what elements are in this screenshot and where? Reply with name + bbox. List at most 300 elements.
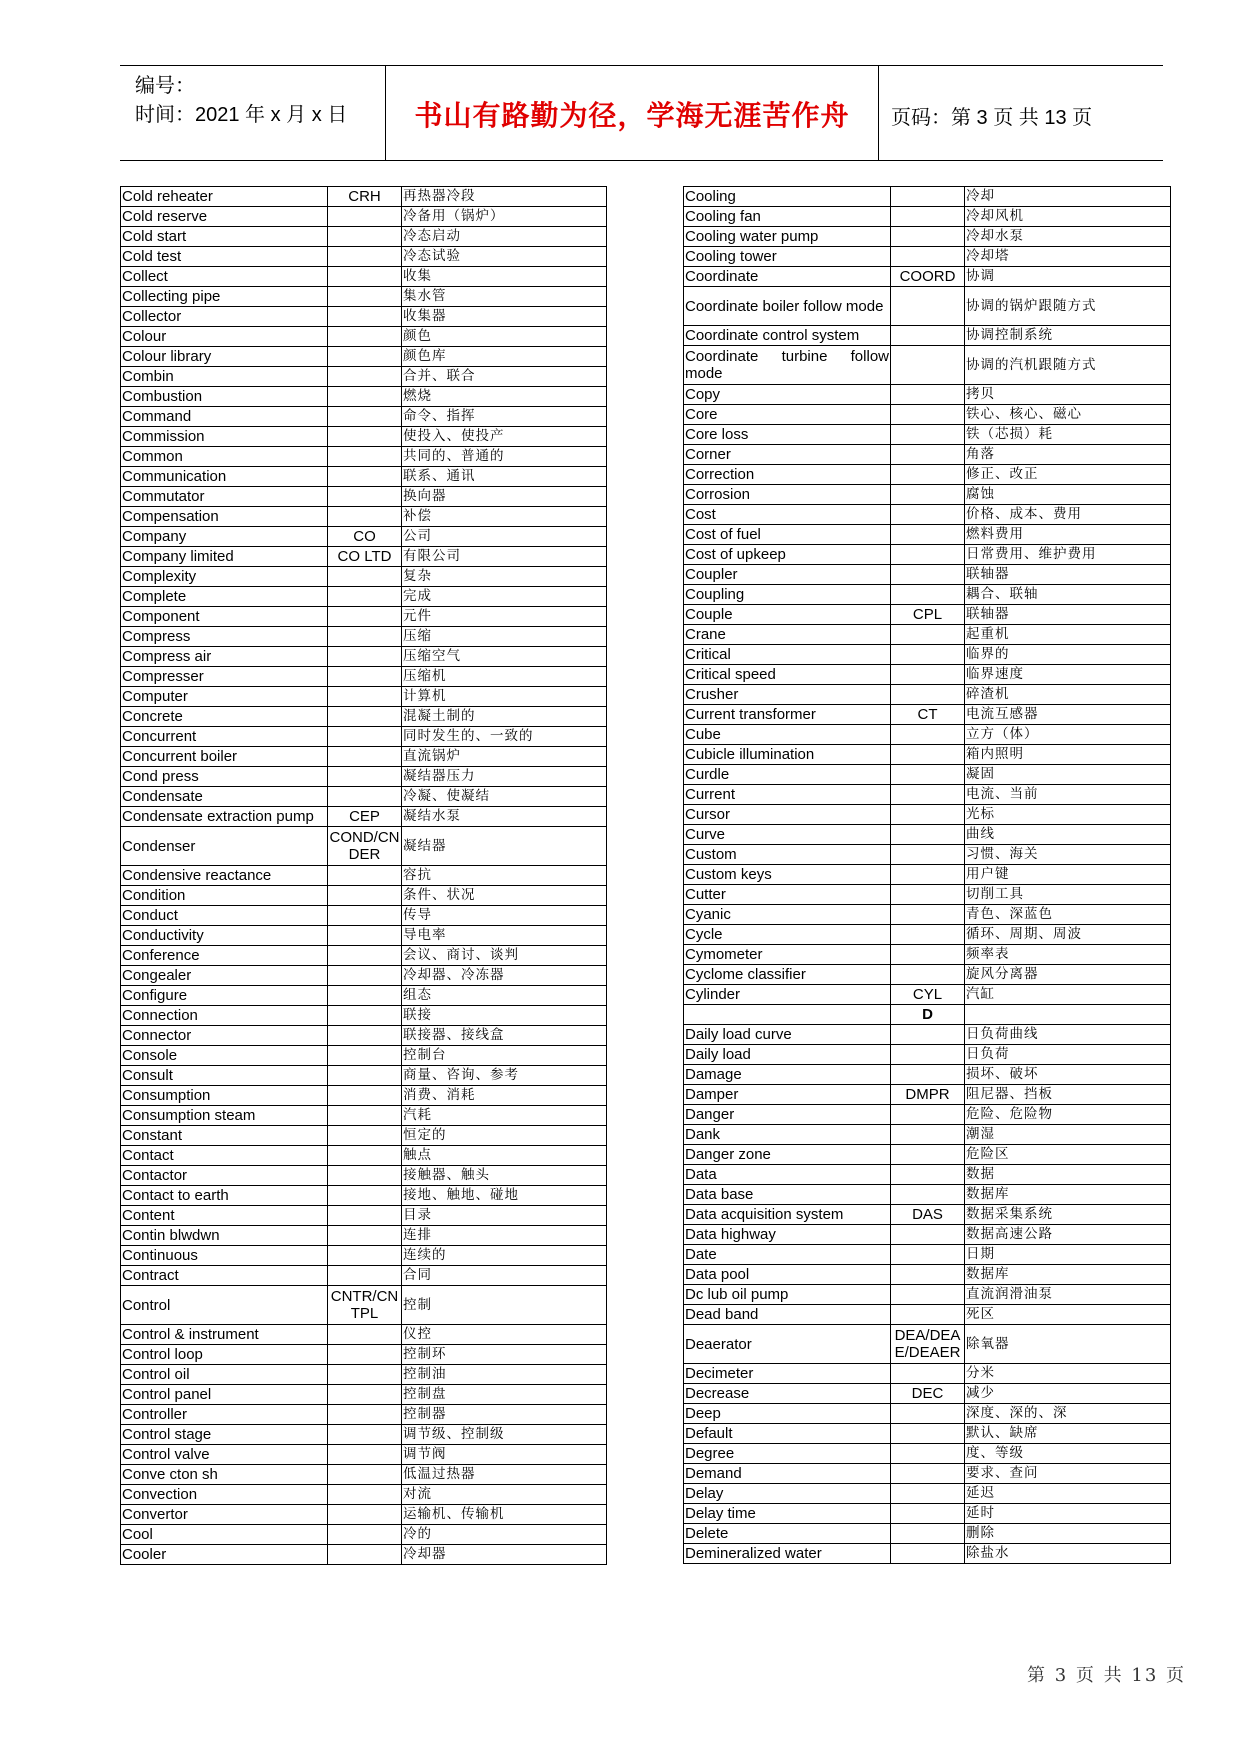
- translation-cell: 除盐水: [965, 1544, 1171, 1564]
- translation-cell: 混凝土制的: [402, 707, 607, 727]
- term-cell: Congealer: [121, 966, 328, 986]
- table-row: [684, 1245, 1171, 1265]
- table-row: [121, 1206, 607, 1226]
- abbreviation-cell: [328, 227, 402, 247]
- abbreviation-cell: [891, 1524, 965, 1544]
- table-row: [684, 465, 1171, 485]
- term-cell: Damage: [684, 1065, 891, 1085]
- term-cell: Control panel: [121, 1385, 328, 1405]
- abbreviation-cell: [328, 1066, 402, 1086]
- abbreviation-cell: [891, 805, 965, 825]
- abbreviation-cell: DEA/DEAE/DEAER: [891, 1325, 965, 1364]
- abbreviation-cell: [328, 1465, 402, 1485]
- abbreviation-cell: [328, 507, 402, 527]
- glossary-table-left: [120, 186, 607, 1565]
- abbreviation-cell: COND/CNDER: [328, 827, 402, 866]
- abbreviation-cell: [891, 465, 965, 485]
- term-cell: Deaerator: [684, 1325, 891, 1364]
- abbreviation-cell: [891, 545, 965, 565]
- translation-cell: 角落: [965, 445, 1171, 465]
- translation-cell: 默认、缺席: [965, 1424, 1171, 1444]
- abbreviation-cell: [328, 627, 402, 647]
- translation-cell: 联轴器: [965, 605, 1171, 625]
- term-cell: Data base: [684, 1185, 891, 1205]
- term-cell: Curdle: [684, 765, 891, 785]
- translation-cell: 价格、成本、费用: [965, 505, 1171, 525]
- translation-cell: 会议、商讨、谈判: [402, 946, 607, 966]
- abbreviation-cell: [891, 346, 965, 385]
- abbreviation-cell: [891, 1504, 965, 1524]
- translation-cell: 拷贝: [965, 385, 1171, 405]
- term-cell: Compensation: [121, 507, 328, 527]
- abbreviation-cell: [328, 966, 402, 986]
- term-cell: Cool: [121, 1525, 328, 1545]
- abbreviation-cell: [328, 787, 402, 807]
- table-row: [121, 547, 607, 567]
- translation-cell: 组态: [402, 986, 607, 1006]
- translation-cell: 再热器冷段: [402, 187, 607, 207]
- table-row: [684, 785, 1171, 805]
- table-row: [121, 447, 607, 467]
- translation-cell: 日负荷曲线: [965, 1025, 1171, 1045]
- translation-cell: 冷却: [965, 187, 1171, 207]
- term-cell: Control valve: [121, 1445, 328, 1465]
- abbreviation-cell: [891, 227, 965, 247]
- term-cell: Cubicle illumination: [684, 745, 891, 765]
- abbreviation-cell: [328, 1345, 402, 1365]
- term-cell: Danger: [684, 1105, 891, 1125]
- translation-cell: 冷备用（锅炉）: [402, 207, 607, 227]
- translation-cell: 联接器、接线盒: [402, 1026, 607, 1046]
- term-cell: Company limited: [121, 547, 328, 567]
- translation-cell: 阻尼器、挡板: [965, 1085, 1171, 1105]
- term-cell: Daily load: [684, 1045, 891, 1065]
- translation-cell: 腐蚀: [965, 485, 1171, 505]
- term-cell: Collect: [121, 267, 328, 287]
- table-row: [121, 787, 607, 807]
- abbreviation-cell: [328, 1525, 402, 1545]
- abbreviation-cell: [891, 326, 965, 346]
- translation-cell: 控制器: [402, 1405, 607, 1425]
- abbreviation-cell: [891, 1145, 965, 1165]
- abbreviation-cell: [328, 687, 402, 707]
- table-row: [121, 1186, 607, 1206]
- table-row: [121, 926, 607, 946]
- table-row: [684, 945, 1171, 965]
- term-cell: Demand: [684, 1464, 891, 1484]
- translation-cell: 冷却塔: [965, 247, 1171, 267]
- term-cell: Custom keys: [684, 865, 891, 885]
- abbreviation-cell: [891, 865, 965, 885]
- translation-cell: 日常费用、维护费用: [965, 545, 1171, 565]
- abbreviation-cell: [891, 765, 965, 785]
- translation-cell: 颜色库: [402, 347, 607, 367]
- abbreviation-cell: [328, 567, 402, 587]
- table-row: [121, 866, 607, 886]
- table-row: [121, 267, 607, 287]
- table-row: [121, 1166, 607, 1186]
- term-cell: Control oil: [121, 1365, 328, 1385]
- translation-cell: 直流锅炉: [402, 747, 607, 767]
- term-cell: Combin: [121, 367, 328, 387]
- term-cell: Condensate extraction pump: [121, 807, 328, 827]
- abbreviation-cell: [328, 1505, 402, 1525]
- translation-cell: 连续的: [402, 1246, 607, 1266]
- abbreviation-cell: [891, 247, 965, 267]
- table-row: [684, 1305, 1171, 1325]
- table-row: [684, 1464, 1171, 1484]
- translation-cell: 冷凝、使凝结: [402, 787, 607, 807]
- abbreviation-cell: [891, 685, 965, 705]
- table-row: [684, 1145, 1171, 1165]
- term-cell: Command: [121, 407, 328, 427]
- table-row: [684, 227, 1171, 247]
- table-row: [684, 685, 1171, 705]
- term-cell: Critical speed: [684, 665, 891, 685]
- table-row: [121, 307, 607, 327]
- abbreviation-cell: [328, 1006, 402, 1026]
- table-row: [684, 1444, 1171, 1464]
- translation-cell: 燃料费用: [965, 525, 1171, 545]
- table-row: [684, 485, 1171, 505]
- table-row: [121, 647, 607, 667]
- translation-cell: 协调: [965, 267, 1171, 287]
- term-cell: Contactor: [121, 1166, 328, 1186]
- table-row: [684, 805, 1171, 825]
- abbreviation-cell: [891, 1105, 965, 1125]
- translation-cell: 仪控: [402, 1325, 607, 1345]
- abbreviation-cell: [328, 727, 402, 747]
- translation-cell: 协调的锅炉跟随方式: [965, 287, 1171, 326]
- translation-cell: 收集器: [402, 307, 607, 327]
- table-row: [684, 825, 1171, 845]
- table-row: [684, 925, 1171, 945]
- translation-cell: 联轴器: [965, 565, 1171, 585]
- table-row: [121, 1126, 607, 1146]
- translation-cell: 共同的、普通的: [402, 447, 607, 467]
- translation-cell: 冷态启动: [402, 227, 607, 247]
- term-cell: Coupling: [684, 585, 891, 605]
- table-row: [121, 966, 607, 986]
- term-cell: Default: [684, 1424, 891, 1444]
- abbreviation-cell: DAS: [891, 1205, 965, 1225]
- translation-cell: 切削工具: [965, 885, 1171, 905]
- table-row: [121, 227, 607, 247]
- table-row: [684, 385, 1171, 405]
- abbreviation-cell: [891, 385, 965, 405]
- abbreviation-cell: [328, 866, 402, 886]
- term-cell: Decimeter: [684, 1364, 891, 1384]
- translation-cell: 修正、改正: [965, 465, 1171, 485]
- table-row: [684, 1165, 1171, 1185]
- translation-cell: 协调的汽机跟随方式: [965, 346, 1171, 385]
- term-cell: Coupler: [684, 565, 891, 585]
- time-label: 时间：2021 年 x 月 x 日: [135, 104, 348, 126]
- abbreviation-cell: [891, 207, 965, 227]
- abbreviation-cell: [328, 407, 402, 427]
- table-row: [121, 427, 607, 447]
- table-row: [684, 865, 1171, 885]
- term-cell: Condenser: [121, 827, 328, 866]
- translation-cell: 复杂: [402, 567, 607, 587]
- table-row: [684, 1325, 1171, 1364]
- abbreviation-cell: [328, 287, 402, 307]
- glossary-table-right: [683, 186, 1171, 1564]
- term-cell: Cond press: [121, 767, 328, 787]
- translation-cell: 习惯、海关: [965, 845, 1171, 865]
- translation-cell: 延时: [965, 1504, 1171, 1524]
- abbreviation-cell: [891, 525, 965, 545]
- term-cell: Current: [684, 785, 891, 805]
- abbreviation-cell: [891, 625, 965, 645]
- translation-cell: 减少: [965, 1384, 1171, 1404]
- translation-cell: 协调控制系统: [965, 326, 1171, 346]
- abbreviation-cell: [328, 707, 402, 727]
- abbreviation-cell: [891, 1544, 965, 1564]
- abbreviation-cell: DMPR: [891, 1085, 965, 1105]
- abbreviation-cell: [328, 267, 402, 287]
- table-row: [684, 565, 1171, 585]
- abbreviation-cell: [891, 1464, 965, 1484]
- term-cell: Constant: [121, 1126, 328, 1146]
- term-cell: Critical: [684, 645, 891, 665]
- translation-cell: 控制: [402, 1286, 607, 1325]
- table-row: [684, 207, 1171, 227]
- table-row: [121, 1106, 607, 1126]
- translation-cell: 电流互感器: [965, 705, 1171, 725]
- abbreviation-cell: [328, 1166, 402, 1186]
- term-cell: Date: [684, 1245, 891, 1265]
- table-row: [121, 1465, 607, 1485]
- abbreviation-cell: CT: [891, 705, 965, 725]
- translation-cell: 冷却风机: [965, 207, 1171, 227]
- translation-cell: 有限公司: [402, 547, 607, 567]
- abbreviation-cell: [891, 1404, 965, 1424]
- table-row: [684, 187, 1171, 207]
- translation-cell: 除氧器: [965, 1325, 1171, 1364]
- table-row: [684, 745, 1171, 765]
- abbreviation-cell: [328, 387, 402, 407]
- term-cell: Cold test: [121, 247, 328, 267]
- term-cell: Connection: [121, 1006, 328, 1026]
- table-row: [684, 1025, 1171, 1045]
- translation-cell: 调节阀: [402, 1445, 607, 1465]
- term-cell: Commutator: [121, 487, 328, 507]
- table-row: [121, 986, 607, 1006]
- abbreviation-cell: [891, 187, 965, 207]
- section-letter: D: [891, 1005, 965, 1025]
- table-row: [121, 507, 607, 527]
- term-cell: Console: [121, 1046, 328, 1066]
- translation-cell: 汽缸: [965, 985, 1171, 1005]
- abbreviation-cell: [328, 946, 402, 966]
- translation-cell: 汽耗: [402, 1106, 607, 1126]
- term-cell: Cooler: [121, 1545, 328, 1565]
- term-cell: Conductivity: [121, 926, 328, 946]
- table-row: [121, 1385, 607, 1405]
- abbreviation-cell: [328, 367, 402, 387]
- translation-cell: 使投入、使投产: [402, 427, 607, 447]
- term-cell: Data pool: [684, 1265, 891, 1285]
- table-row: [121, 1485, 607, 1505]
- term-cell: Cube: [684, 725, 891, 745]
- abbreviation-cell: [891, 1225, 965, 1245]
- translation-cell: 冷的: [402, 1525, 607, 1545]
- abbreviation-cell: [328, 427, 402, 447]
- table-row: [121, 1246, 607, 1266]
- abbreviation-cell: [891, 1305, 965, 1325]
- term-cell: Colour library: [121, 347, 328, 367]
- abbreviation-cell: [891, 745, 965, 765]
- translation-cell: [965, 1005, 1171, 1025]
- abbreviation-cell: [891, 1025, 965, 1045]
- term-cell: Contract: [121, 1266, 328, 1286]
- abbreviation-cell: [328, 1086, 402, 1106]
- translation-cell: 数据采集系统: [965, 1205, 1171, 1225]
- term-cell: Cyanic: [684, 905, 891, 925]
- term-cell: Cycle: [684, 925, 891, 945]
- term-cell: Compresser: [121, 667, 328, 687]
- abbreviation-cell: [328, 1325, 402, 1345]
- table-row: [121, 1046, 607, 1066]
- table-row: [121, 607, 607, 627]
- term-cell: Complexity: [121, 567, 328, 587]
- table-row: [121, 767, 607, 787]
- term-cell: Complete: [121, 587, 328, 607]
- term-cell: Cold reserve: [121, 207, 328, 227]
- term-cell: Custom: [684, 845, 891, 865]
- term-cell: Cyclome classifier: [684, 965, 891, 985]
- abbreviation-cell: [328, 1385, 402, 1405]
- translation-cell: 容抗: [402, 866, 607, 886]
- translation-cell: 低温过热器: [402, 1465, 607, 1485]
- abbreviation-cell: [328, 247, 402, 267]
- translation-cell: 用户键: [965, 865, 1171, 885]
- abbreviation-cell: [328, 447, 402, 467]
- translation-cell: 接地、触地、碰地: [402, 1186, 607, 1206]
- translation-cell: 临界速度: [965, 665, 1171, 685]
- table-row: [684, 445, 1171, 465]
- term-cell: Deep: [684, 1404, 891, 1424]
- abbreviation-cell: [891, 1125, 965, 1145]
- term-cell: Collector: [121, 307, 328, 327]
- term-cell: Coordinate control system: [684, 326, 891, 346]
- translation-cell: 联接: [402, 1006, 607, 1026]
- term-cell: Content: [121, 1206, 328, 1226]
- term-cell: Controller: [121, 1405, 328, 1425]
- number-label: 编号：: [135, 75, 195, 97]
- table-row: [121, 946, 607, 966]
- abbreviation-cell: [891, 1165, 965, 1185]
- translation-cell: 合同: [402, 1266, 607, 1286]
- term-cell: Compress air: [121, 647, 328, 667]
- header-motto-cell: [385, 66, 879, 160]
- table-row: [684, 1105, 1171, 1125]
- term-cell: Consumption steam: [121, 1106, 328, 1126]
- translation-cell: 调节级、控制级: [402, 1425, 607, 1445]
- table-row: [121, 247, 607, 267]
- term-cell: Condensate: [121, 787, 328, 807]
- translation-cell: 冷态试验: [402, 247, 607, 267]
- table-row: [684, 705, 1171, 725]
- term-cell: Corrosion: [684, 485, 891, 505]
- term-cell: Couple: [684, 605, 891, 625]
- abbreviation-cell: [891, 1444, 965, 1464]
- table-row: [684, 605, 1171, 625]
- table-row: [684, 985, 1171, 1005]
- table-row: [121, 1405, 607, 1425]
- abbreviation-cell: [891, 1265, 965, 1285]
- abbreviation-cell: [891, 885, 965, 905]
- table-row: [684, 287, 1171, 326]
- term-cell: Danger zone: [684, 1145, 891, 1165]
- table-row: [684, 1424, 1171, 1444]
- term-cell: Contin blwdwn: [121, 1226, 328, 1246]
- term-cell: Cost: [684, 505, 891, 525]
- table-row: [684, 885, 1171, 905]
- table-row: [121, 1266, 607, 1286]
- table-row: [684, 645, 1171, 665]
- table-row: [121, 807, 607, 827]
- term-cell: Common: [121, 447, 328, 467]
- abbreviation-cell: [328, 1046, 402, 1066]
- translation-cell: 循环、周期、周波: [965, 925, 1171, 945]
- abbreviation-cell: [891, 1245, 965, 1265]
- table-row: [121, 707, 607, 727]
- translation-cell: 元件: [402, 607, 607, 627]
- translation-cell: 冷却器、冷冻器: [402, 966, 607, 986]
- abbreviation-cell: [328, 1545, 402, 1565]
- translation-cell: 目录: [402, 1206, 607, 1226]
- term-cell: Communication: [121, 467, 328, 487]
- term-cell: Control loop: [121, 1345, 328, 1365]
- term-cell: Cooling fan: [684, 207, 891, 227]
- abbreviation-cell: [328, 1365, 402, 1385]
- abbreviation-cell: [891, 725, 965, 745]
- term-cell: Coordinate boiler follow mode: [684, 287, 891, 326]
- term-cell: Dc lub oil pump: [684, 1285, 891, 1305]
- abbreviation-cell: DEC: [891, 1384, 965, 1404]
- translation-cell: 深度、深的、深: [965, 1404, 1171, 1424]
- table-row: [684, 326, 1171, 346]
- term-cell: Coordinate turbine follow mode: [684, 346, 891, 385]
- table-row: [684, 1125, 1171, 1145]
- table-row: [121, 1445, 607, 1465]
- term-cell: Demineralized water: [684, 1544, 891, 1564]
- term-cell: Damper: [684, 1085, 891, 1105]
- translation-cell: 箱内照明: [965, 745, 1171, 765]
- term-cell: Correction: [684, 465, 891, 485]
- table-row: [121, 567, 607, 587]
- table-row: [684, 965, 1171, 985]
- abbreviation-cell: CPL: [891, 605, 965, 625]
- table-row: [684, 1384, 1171, 1404]
- table-row: [684, 1085, 1171, 1105]
- table-row: [121, 1286, 607, 1325]
- table-row: [121, 367, 607, 387]
- abbreviation-cell: [328, 1266, 402, 1286]
- abbreviation-cell: [891, 965, 965, 985]
- term-cell: Cold start: [121, 227, 328, 247]
- term-cell: Cost of upkeep: [684, 545, 891, 565]
- term-cell: Conduct: [121, 906, 328, 926]
- abbreviation-cell: [328, 1126, 402, 1146]
- translation-cell: 压缩机: [402, 667, 607, 687]
- term-cell: Coordinate: [684, 267, 891, 287]
- table-row: [121, 347, 607, 367]
- term-cell: Cost of fuel: [684, 525, 891, 545]
- table-row: [684, 1205, 1171, 1225]
